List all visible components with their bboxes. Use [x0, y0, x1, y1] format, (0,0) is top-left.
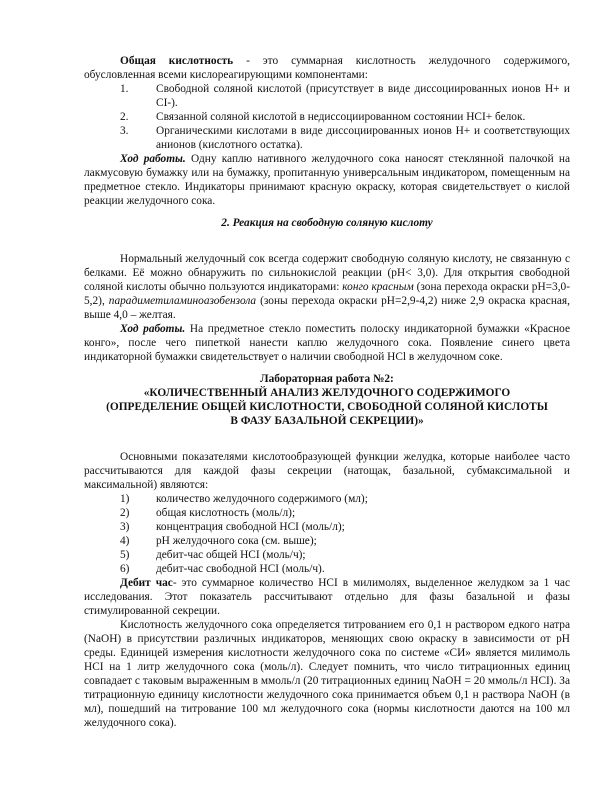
- debit-hour-term: Дебит час: [120, 577, 173, 589]
- section-heading: 2. Реакция на свободную соляную кислоту: [221, 217, 433, 229]
- list-item: [84, 534, 570, 548]
- procedure-paragraph-2: [84, 322, 570, 364]
- procedure-text: На предметное стекло поместить полоску индикаторной бумажки «Красное конго», после чего пипеткой нанести каплю желудочного сока. Появление синего цвета индикаторной бумажки свидетельствует о наличии свободной HCl в желудочном соке.: [84, 323, 570, 363]
- indicators-paragraph: Основными показателями кислотообразующей функции желудка, которые наиболее часто рассчитываются для каждой фазы секреции (натощак, базальной, субмаксимальной и максимальной) являются:: [84, 451, 570, 491]
- list-text: Свободной соляной кислотой (присутствует в виде диссоциированных ионов Н+ и СI-).: [156, 83, 570, 109]
- list-text: рН желудочного сока (см. выше);: [156, 535, 317, 547]
- list-text: общая кислотность (моль/л);: [156, 507, 296, 519]
- debit-hour-text: - это суммарное количество HCI в милимолях, выделенное желудком за 1 час исследования. Этот показатель рассчитывают отдельно для фазы базальной и фазы стимулированной секреции.: [84, 577, 571, 617]
- list-text: количество желудочного содержимого (мл);: [156, 493, 368, 505]
- lab-title-line-2: (ОПРЕДЕЛЕНИЕ ОБЩЕЙ КИСЛОТНОСТИ, СВОБОДНОЙ СОЛЯНОЙ КИСЛОТЫ: [106, 401, 548, 413]
- list-text: дебит-час свободной HCI (моль/ч).: [156, 563, 325, 575]
- list-number: 2.: [120, 111, 129, 123]
- list-number: 5): [120, 549, 130, 561]
- procedure-paragraph-1: [84, 152, 570, 208]
- lab-number: Лабораторная работа №2:: [260, 373, 394, 385]
- list-item: [84, 124, 570, 152]
- list-text: Органическими кислотами в виде диссоциированных ионов Н+ и соответствующих анионов (кислотного остатка).: [156, 125, 570, 151]
- list-number: 1.: [120, 83, 129, 95]
- list-item: [84, 492, 570, 506]
- indicator-term: парадиметиламиноазобензола: [108, 295, 257, 307]
- list-item: [84, 562, 570, 576]
- list-item: [84, 82, 570, 110]
- list-number: 1): [120, 493, 130, 505]
- list-number: 3): [120, 521, 130, 533]
- list-item: [84, 110, 570, 124]
- list-text: Связанной соляной кислотой в недиссоциированном состоянии HCI+ белок.: [156, 111, 526, 123]
- free-hcl-text-c: (зоны перехода окраски рН=2,9-4,2) ниже 2,9 окраска красная, выше 4,0 – желтая.: [84, 295, 570, 321]
- list-item: [84, 506, 570, 520]
- free-hcl-text-b: (зона перехода окраски рН=3,0-5,2),: [84, 281, 571, 307]
- procedure-text: Одну каплю нативного желудочного сока наносят стеклянной палочкой на лакмусовую бумажку или на бумажку, пропитанную универсальным индикатором, помещенным на предметное стекло. Индикаторы принимают красную окраску, которая свидетельствует о кислой реакции желудочного сока.: [84, 153, 570, 207]
- congo-red-term: конго красным: [342, 281, 414, 293]
- list-number: 6): [120, 563, 130, 575]
- list-text: дебит-час общей HCI (моль/ч);: [156, 549, 306, 561]
- free-hcl-text-a: Нормальный желудочный сок всегда содержит свободную соляную кислоту, не связанную с белками. Её можно обнаружить по сильнокислой реакции (рН< 3,0). Для открытия свободной соляной кислоты обычно пользуются индикаторами:: [84, 253, 570, 293]
- procedure-label: Ход работы.: [120, 323, 186, 335]
- total-acidity-paragraph: [84, 54, 570, 82]
- free-hcl-paragraph: [84, 252, 570, 322]
- total-acidity-text: - это суммарная кислотность желудочного содержимого, обусловленная всеми кислореагирующими компонентами:: [84, 55, 570, 81]
- lab-title-line-1: «КОЛИЧЕСТВЕННЫЙ АНАЛИЗ ЖЕЛУДОЧНОГО СОДЕРЖИМОГО: [143, 387, 511, 399]
- list-text: концентрация свободной HCI (моль/л);: [156, 521, 345, 533]
- list-item: [84, 520, 570, 534]
- list-number: 4): [120, 535, 130, 547]
- list-number: 2): [120, 507, 130, 519]
- page-content: [84, 54, 570, 730]
- debit-hour-paragraph: [84, 576, 570, 618]
- titration-paragraph: Кислотность желудочного сока определяется титрованием его 0,1 н раствором едкого натра (NaOH) в присутствии различных индикаторов, меняющих свою окраску в зависимости от рН среды. Единицей измерения кислотности желудочного сока по системе «СИ» является милимоль HCI на 1 литр желудочного сока (моль/л). Следует помнить, что число титрационных единиц совпадает с таковым выраженным в ммоль/л (20 титрационных единиц NaOH = 20 ммоль/л HCI). За титрационную единицу кислотности желудочного сока принимается объем 0,1 н раствора NaOH (в мл), пошедший на титрование 100 мл желудочного сока (нормы кислотности даются на 100 мл желудочного сока).: [84, 619, 570, 729]
- lab-title-line-3: В ФАЗУ БАЗАЛЬНОЙ СЕКРЕЦИИ)»: [230, 415, 424, 427]
- total-acidity-term: Общая кислотность: [120, 55, 234, 67]
- list-item: [84, 548, 570, 562]
- list-number: 3.: [120, 125, 129, 137]
- procedure-label: Ход работы.: [120, 153, 186, 165]
